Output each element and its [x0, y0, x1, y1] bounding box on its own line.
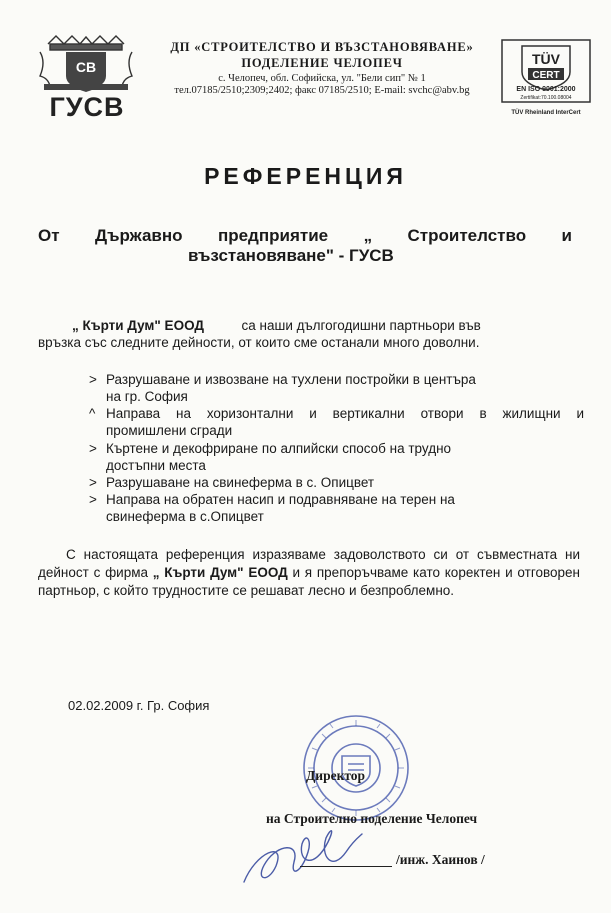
- signatory-division: на Строително поделение Челопеч: [266, 811, 478, 826]
- svg-text:EN ISO 9001:2000: EN ISO 9001:2000: [516, 86, 576, 93]
- document-title: РЕФЕРЕНЦИЯ: [204, 163, 407, 189]
- activity-item: [89, 440, 452, 474]
- firm-name: „ Кърти Дум" ЕООД: [72, 318, 205, 333]
- activity-item: [89, 371, 476, 405]
- list-marker: >: [89, 441, 97, 456]
- org-contacts: тел.07185/2510;2309;2402; факс 07185/2510; E-mail: svchc@abv.bg: [174, 85, 470, 96]
- issuer-word: Държавно: [95, 226, 183, 245]
- signatory-name: /инж. Хаинов /: [396, 852, 485, 867]
- svg-text:СВ: СВ: [75, 59, 97, 75]
- handwritten-signature: [236, 822, 366, 892]
- intro-text: са наши дългогодишни партньори във: [241, 318, 481, 333]
- activity-text: свинеферма в с.Опицвет: [106, 509, 264, 524]
- org-address: с. Челопеч, обл. Софийска, ул. "Бели сип" № 1: [218, 73, 426, 84]
- list-marker: >: [89, 475, 97, 490]
- activity-item: [89, 491, 455, 525]
- activity-text: Къртене и декофриране по алпийски способ на трудно: [106, 441, 452, 456]
- activity-text: промишлени сгради: [106, 423, 233, 438]
- letterhead-organization: [152, 40, 492, 96]
- activity-item: [89, 474, 375, 491]
- svg-text:Zertifikat:70.100.08004: Zertifikat:70.100.08004: [520, 95, 572, 101]
- date-place: 02.02.2009 г. Гр. София: [68, 698, 210, 713]
- list-marker: >: [89, 372, 97, 387]
- signature-line: [300, 866, 392, 867]
- closing-paragraph: [38, 546, 580, 600]
- issuer-word: „: [363, 226, 373, 245]
- activity-text: на гр. София: [106, 389, 188, 404]
- signatory-title: Директор: [306, 768, 366, 783]
- firm-name: „ Кърти Дум" ЕООД: [152, 565, 288, 580]
- activity-text: Разрушаване и извозване на тухлени постройки в центъра: [106, 372, 476, 387]
- tuv-certification-logo: [500, 38, 592, 120]
- svg-text:TÜV: TÜV: [532, 51, 560, 67]
- issuer-word: предприятие: [217, 226, 329, 245]
- closing-text: С настоящата референция изразяваме задоволството си от съвместната ни дейност с фирма: [38, 547, 580, 580]
- issuer-word: и: [561, 226, 572, 245]
- intro-line-1: [72, 318, 582, 334]
- org-division: ПОДЕЛЕНИЕ ЧЕЛОПЕЧ: [241, 56, 403, 70]
- intro-line-2: връзка със следните дейности, от които сме останали много доволни.: [38, 335, 480, 350]
- activity-item: [89, 405, 584, 439]
- issuer-line-2: възстановяване" - ГУСВ: [188, 246, 394, 265]
- issuer-line-1: [38, 226, 572, 246]
- activity-text: Направа на обратен насип и подравняване на терен на: [106, 492, 455, 507]
- issuer-word: От: [38, 226, 60, 245]
- org-name: ДП «СТРОИТЕЛСТВО И ВЪЗСТАНОВЯВАНЕ»: [170, 40, 474, 54]
- logo-wordmark: ГУСВ: [49, 92, 125, 122]
- issuer-word: Строителство: [407, 226, 527, 245]
- activity-text: Направа на хоризонтални и вертикални отвори в жилищни и: [106, 406, 584, 421]
- svg-text:CERT: CERT: [532, 70, 560, 81]
- list-marker: >: [89, 492, 97, 507]
- closing-text: и я препоръчваме като коректен и отговорен партньор, с който трудностите се решават лесно и безпроблемно.: [38, 565, 580, 598]
- svg-text:TÜV Rheinland InterCert: TÜV Rheinland InterCert: [511, 110, 581, 116]
- list-marker: ^: [89, 406, 96, 421]
- activity-text: Разрушаване на свинеферма в с. Опицвет: [106, 475, 375, 490]
- activity-text: достъпни места: [106, 458, 206, 473]
